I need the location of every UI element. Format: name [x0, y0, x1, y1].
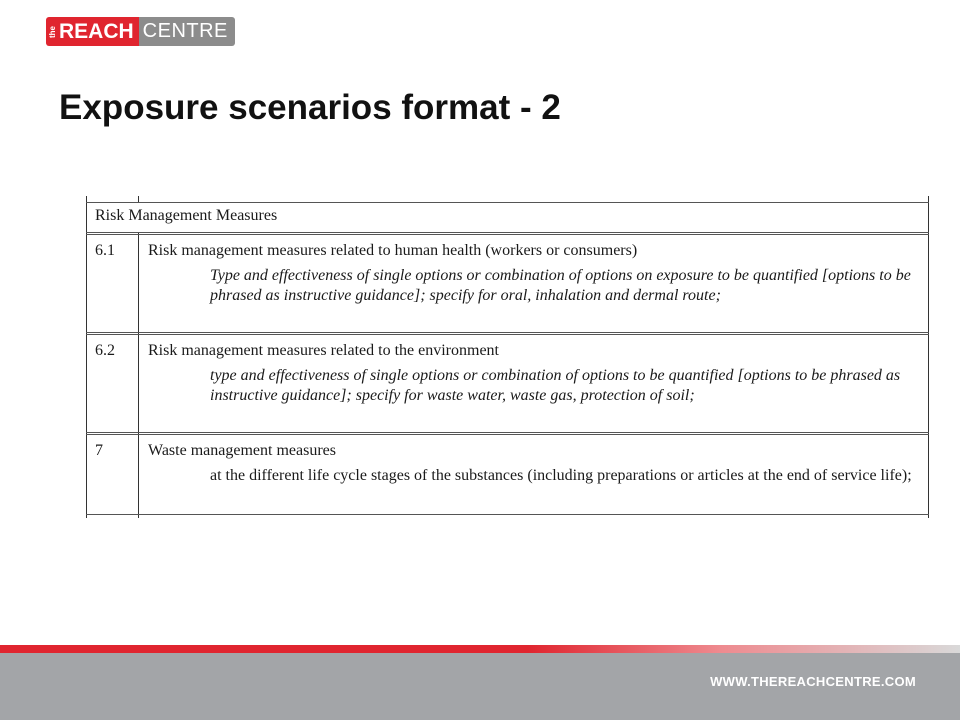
table-header-divider: [86, 232, 929, 235]
table-left-border: [86, 196, 87, 518]
row-description: at the different life cycle stages of the substances (including preparations or articles at the end of service life);: [210, 467, 912, 484]
logo-the-text: the: [48, 25, 57, 38]
footer-website-link[interactable]: WWW.THEREACHCENTRE.COM: [710, 674, 916, 689]
table-row-divider-2: [86, 432, 929, 435]
row-number: 6.2: [95, 342, 115, 359]
logo-red-block: [46, 17, 139, 46]
logo-grey-block: [139, 17, 235, 46]
row-heading: Waste management measures: [148, 442, 336, 459]
table-col-divider: [138, 233, 139, 518]
table-row-divider-1: [86, 332, 929, 335]
row-number: 7: [95, 442, 103, 459]
row-heading: Risk management measures related to the environment: [148, 342, 499, 359]
row-description: type and effectiveness of single options or combination of options to be quantified [options to be phrased as instructive guidance]; specify for waste water, waste gas, protection of soil;: [210, 367, 901, 404]
logo-reach-text: REACH: [59, 19, 134, 43]
footer-bar: [0, 653, 960, 720]
risk-management-table: [86, 196, 929, 518]
logo-centre-text: CENTRE: [142, 20, 228, 42]
table-header: Risk Management Measures: [95, 207, 278, 224]
table-top-border: [86, 202, 929, 203]
reach-centre-logo: [46, 17, 235, 46]
footer-accent-stripe: [0, 645, 960, 653]
slide-title: Exposure scenarios format - 2: [59, 88, 561, 127]
row-description: Type and effectiveness of single options or combination of options on exposure to be quantified [options to be phrased as instructive guidance]; specify for oral, inhalation and dermal route;: [210, 267, 911, 304]
row-heading: Risk management measures related to human health (workers or consumers): [148, 242, 638, 259]
table-right-border: [928, 196, 929, 518]
table-bottom-border: [86, 514, 929, 515]
row-number: 6.1: [95, 242, 115, 259]
